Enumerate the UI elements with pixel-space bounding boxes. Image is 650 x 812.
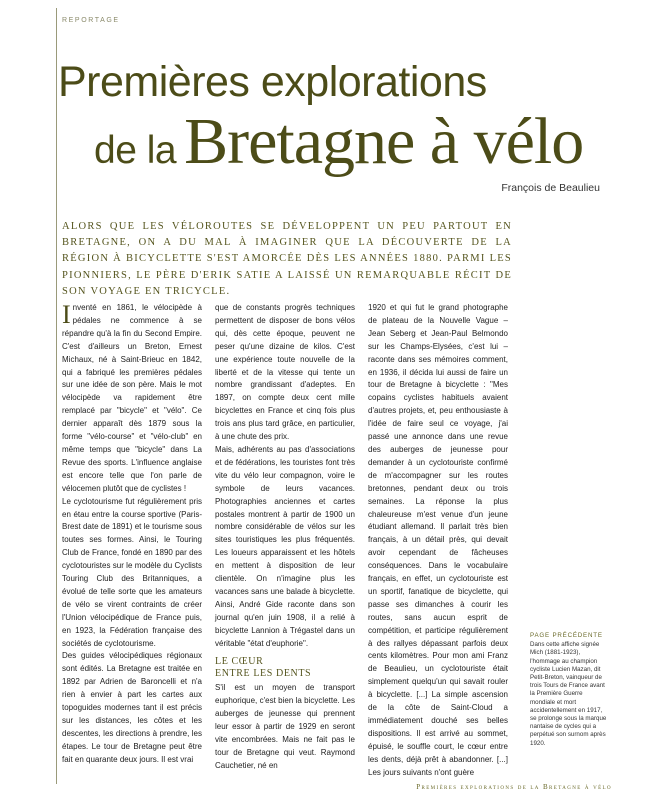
title-line-1: Premières explorations xyxy=(58,58,487,106)
drop-cap: I xyxy=(62,300,71,329)
title-line-2-big: Bretagne à vélo xyxy=(184,105,584,178)
subheading-line-2: ENTRE LES DENTS xyxy=(215,668,312,680)
body-text: nventé en 1861, le vélocipède à pédales ne commence à se répandre qu'à la fin du Second Empire. C'est d'ailleurs un Breton, Ernest Michaux, né à Saint-Brieuc en 1842, qui a fabriqué les premières pédales sur une idée de son père. Mais le mot vélocipède va rapidement être remplacé par "bicycle" et "vélo". Ce dernier apparaît dès 1879 sous la forme "vélo-course" et "vélo-club" en même temps que "bicycle" dans La Revue des sports. L'influence anglaise est encore telle que l'on parle de vélocemen plutôt que de cyclistes ! xyxy=(62,303,202,493)
caption-label: PAGE PRÉCÉDENTE xyxy=(530,632,603,639)
subheading-line-1: LE CŒUR xyxy=(215,656,264,668)
body-paragraph: que de constants progrès techniques permettent de disposer de bons vélos qui, dès cette époque, peuvent ne peser qu'une dizaine de kilos. C'est une expérience toute nouvelle de la liberté et de la vitesse qui tente un nombre grandissant d'adeptes. En 1897, on compte deux cent mille bicyclettes en France et cinq fois plus trois ans plus tard grâce, en particulier, à une chute des prix. xyxy=(215,303,355,442)
body-column-2 xyxy=(215,302,355,773)
margin-rule xyxy=(56,8,57,784)
author-byline: François de Beaulieu xyxy=(501,182,600,194)
title-line-2-small: de la xyxy=(94,129,177,172)
body-paragraph xyxy=(62,302,202,496)
body-paragraph: Des guides vélocipédiques régionaux sont édités. La Bretagne est traitée en 1892 par Adrien de Baroncelli et n'a rien à envier à part les cartes aux topoguides modernes tant il est précis sur les distances, les côtes et les descentes, les directions à prendre, les étapes. Le tour de Bretagne peut être fait en quarante deux jours. Il est vrai xyxy=(62,651,202,764)
subheading xyxy=(215,656,355,680)
lead-paragraph: ALORS QUE LES VÉLOROUTES SE DÉVELOPPENT UN PEU PARTOUT EN BRETAGNE, ON A DU MAL À IMAGINER QUE LA DÉCOUVERTE DE LA RÉGION À BICYCLETTE S'EST AMORCÉE DÈS LES ANNÉES 1880. PARMI LES PIONNIERS, LE PÈRE D'ERIK SATIE A LAISSÉ UN REMARQUABLE RÉCIT DE SON VOYAGE EN TRICYCLE. xyxy=(62,221,512,297)
body-paragraph: S'il est un moyen de transport euphorique, c'est bien la bicyclette. Les auberges de jeunesse qui prennent leur essor à partir de 1929 en seront vite encombrées. Mais ne fait pas le tour de Bretagne qui veut. Raymond Cauchetier, né en xyxy=(215,683,355,770)
title-line-2 xyxy=(94,104,583,180)
body-column-3 xyxy=(368,302,508,780)
body-paragraph: 1920 et qui fut le grand photographe de plateau de la Nouvelle Vague – Jean Seberg et Jean-Paul Belmondo sur les Champs-Elysées, c'est lui – raconte dans ses mémoires comment, en 1936, il décida lui aussi de faire un tour de Bretagne à bicyclette : "Mes copains cyclistes habituels avaient d'autres projets, et, peu enthousiaste à l'idée de faire seul ce voyage, j'ai passé une annonce dans une revue des auberges de jeunesse pour demander à un cyclotouriste confirmé de m'accompagner sur les routes bretonnes, pendant deux ou trois semaines. La réponse la plus chaleureuse m'est venue d'un jeune étudiant allemand. Il parlait très bien français, à un détail près, qui devait avoir cependant de fâcheuses conséquences. Dans le vocabulaire français, en effet, un cyclotouriste est un sportif, fanatique de bicyclette, qui passe ses dimanches à courir les routes, sans aucun esprit de compétition, et participe régulièrement à des rallyes dépassant parfois deux cents kilomètres. Pour mon ami Franz de Beaulieu, un cyclotouriste était simplement quelqu'un qui savait rouler à bicyclette. [...] La simple ascension de la côte de Saint-Cloud a immédiatement douché ses belles dispositions. Il est arrivé au sommet, épuisé, le souffle court, le cœur entre les dents, déjà prêt à abandonner. [...] Les jours suivants n'ont guère xyxy=(368,303,508,777)
image-caption xyxy=(530,632,608,748)
running-footer: Premières explorations de la Bretagne à vélo xyxy=(416,783,612,791)
section-label: REPORTAGE xyxy=(62,17,120,24)
body-column-1 xyxy=(62,302,202,767)
body-paragraph: Le cyclotourisme fut régulièrement pris en étau entre la course sportive (Paris-Brest date de 1891) et le tourisme sous toutes ses formes. Ainsi, le Touring Club de France, fondé en 1890 par des cyclotouristes sur le modèle du Cyclists Touring Club des Britanniques, a évolué de telle sorte que les amateurs de vélo se virent contraints de créer l'Union vélocipédique de France puis, en 1923, la Fédération française des sociétés de cyclotourisme. xyxy=(62,496,202,648)
caption-text: Dans cette affiche signée Mich (1881-1923), l'hommage au champion cycliste Lucien Mazan, dit Petit-Breton, vainqueur de trois Tours de France avant la Première Guerre mondiale et mort accidentellement en 1917, se prolonge sous la marque nantaise de cycles qui a perpétué son surnom après 1920. xyxy=(530,641,607,747)
body-paragraph: Mais, adhérents au pas d'associations et de fédérations, les touristes font très vite du vélo leur compagnon, voire le symbole de leurs vacances. Photographies anciennes et cartes postales montrent à partir de 1900 un nombre considérable de vélos sur les sites touristiques les plus fréquentés. Les loueurs apparaissent et les hôtels en mettent à disposition de leur clientèle. On n'imagine plus les vacances sans une balade à bicyclette. Ainsi, André Gide raconte dans son journal qu'en juin 1908, il a relié à bicyclette Lannion à Trégastel dans un véritable "état d'euphorie". xyxy=(215,444,355,648)
